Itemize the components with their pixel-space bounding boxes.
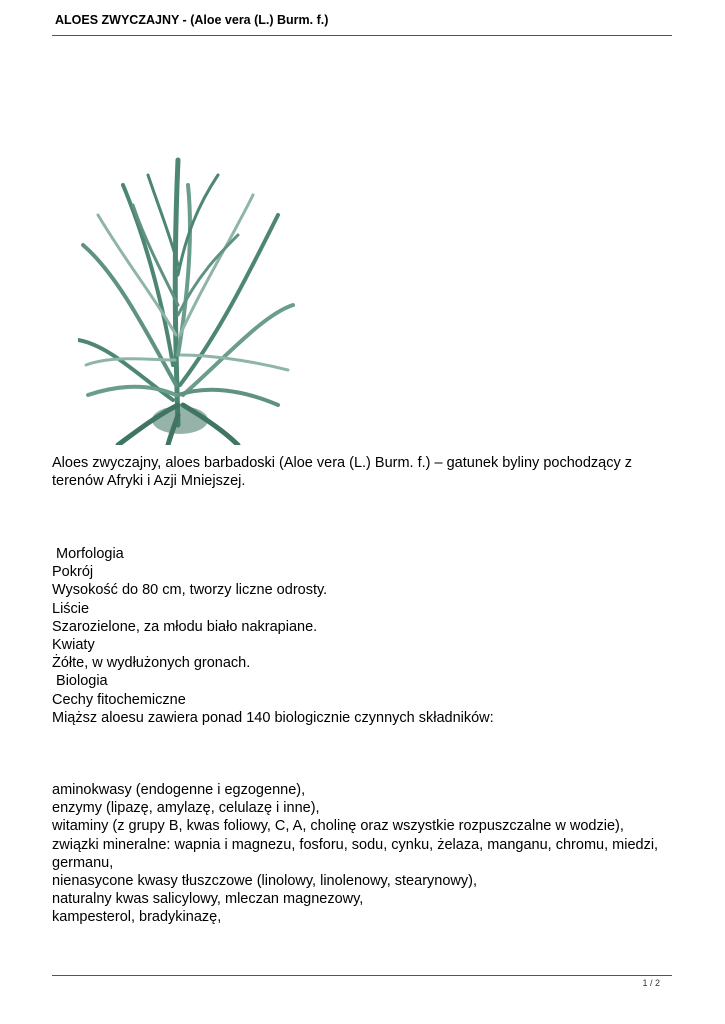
intro-line: terenów Afryki i Azji Mniejszej.: [52, 473, 246, 489]
list-item: witaminy (z grupy B, kwas foliowy, C, A, cholinę oraz wszystkie rozpuszczalne w wodzie),: [52, 818, 624, 835]
header-divider: [52, 35, 672, 36]
cechy-text: Miąższ aloesu zawiera ponad 140 biologicznie czynnych składników:: [52, 709, 494, 726]
footer-divider: [52, 975, 672, 976]
list-item: naturalny kwas salicylowy, mleczan magnezowy,: [52, 891, 364, 908]
subheading-cechy: Cechy fitochemiczne: [52, 691, 186, 708]
intro-line: Aloes zwyczajny, aloes barbadoski (Aloe vera (L.) Burm. f.) – gatunek byliny pochodzący z: [52, 455, 632, 471]
page-number: 1 / 2: [642, 978, 660, 988]
intro-paragraph: [52, 454, 632, 490]
section-heading-morfologia: Morfologia: [52, 546, 124, 562]
liscie-text: Szarozielone, za młodu biało nakrapiane.: [52, 618, 318, 635]
subheading-kwiaty: Kwiaty: [52, 637, 95, 654]
subheading-liscie: Liście: [52, 600, 90, 617]
components-list: [52, 781, 658, 927]
aloe-plant-image: [78, 155, 300, 445]
list-item: aminokwasy (endogenne i egzogenne),: [52, 782, 306, 798]
description-section: [52, 545, 494, 727]
pokroj-text: Wysokość do 80 cm, tworzy liczne odrosty.: [52, 582, 328, 599]
page-header-title: ALOES ZWYCZAJNY - (Aloe vera (L.) Burm. f.): [55, 13, 329, 27]
list-item: enzymy (lipazę, amylazę, celulazę i inne),: [52, 800, 320, 817]
kwiaty-text: Żółte, w wydłużonych gronach.: [52, 655, 251, 672]
list-item: germanu,: [52, 854, 114, 871]
list-item: kampesterol, bradykinazę,: [52, 909, 222, 926]
list-item: związki mineralne: wapnia i magnezu, fosforu, sodu, cynku, żelaza, manganu, chromu, miedzi,: [52, 836, 659, 853]
section-heading-biologia: Biologia: [52, 673, 108, 690]
list-item: nienasycone kwasy tłuszczowe (linolowy, linolenowy, stearynowy),: [52, 873, 477, 890]
subheading-pokroj: Pokrój: [52, 564, 94, 581]
